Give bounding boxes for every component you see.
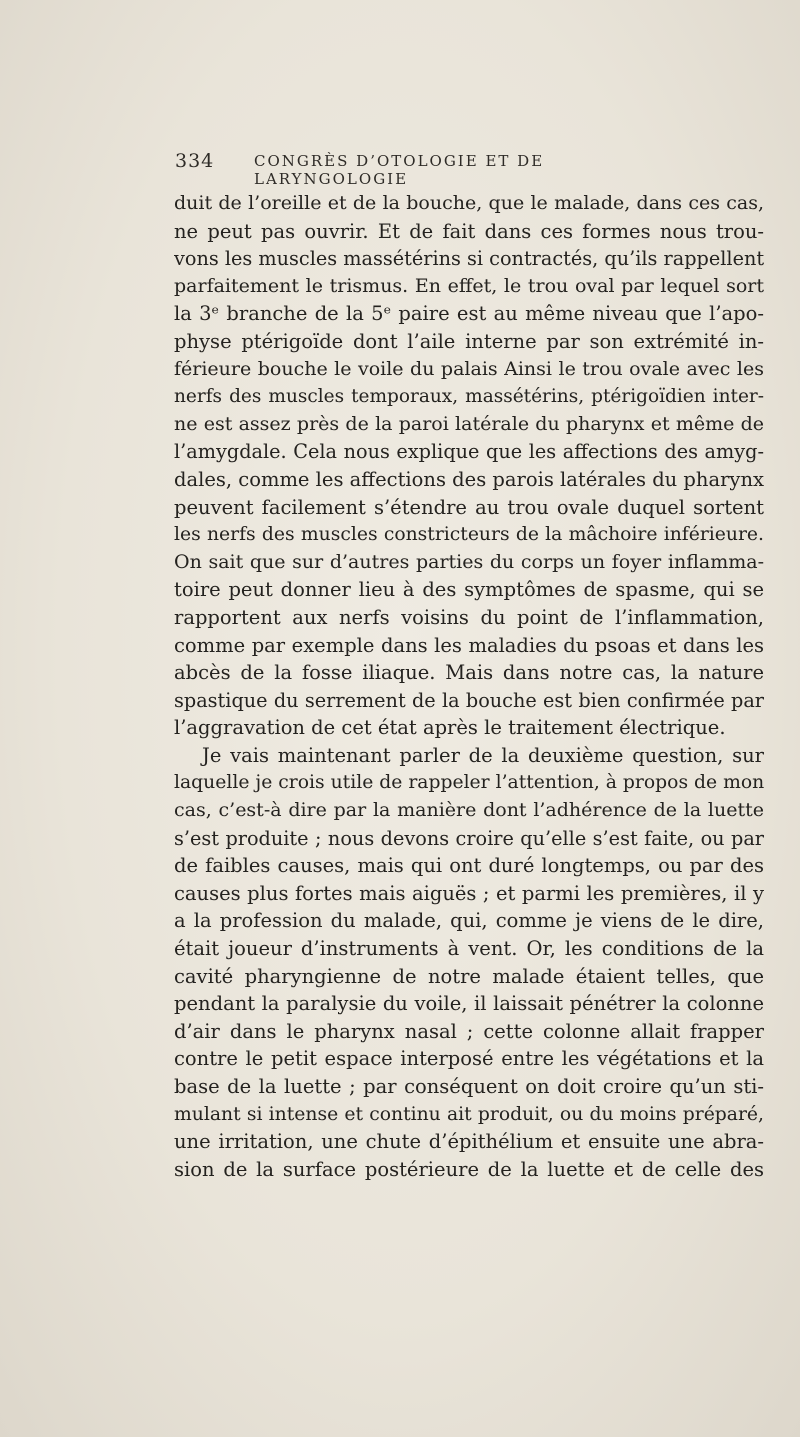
text-line: nerfs des muscles temporaux, massétérins, ptérigoïdien inter- [174,386,764,408]
text-line: une irritation, une chute d’épithélium et ensuite une abra- [174,1130,764,1154]
text-line: ne peut pas ouvrir. Et de fait dans ces formes nous trou- [174,219,764,243]
text-line: dales, comme les affections des parois latérales du pharynx [174,467,764,491]
text-line: les nerfs des muscles constricteurs de la mâchoire inférieure. [174,524,764,546]
running-title: CONGRÈS D’OTOLOGIE ET DE LARYNGOLOGIE [254,152,545,188]
text-line: laquelle je crois utile de rappeler l’attention, à propos de mon [174,772,764,794]
text-line: la 3ᵉ branche de la 5ᵉ paire est au même niveau que l’apo- [174,302,764,326]
text-line: pendant la paralysie du voile, il laissait pénétrer la colonne [174,992,764,1016]
text-line: rapportent aux nerfs voisins du point de l’inflammation, [174,605,764,629]
body-text [174,190,764,1183]
text-line: spastique du serrement de la bouche est bien confirmée par [174,688,764,712]
text-line: a la profession du malade, qui, comme je viens de le dire, [174,909,764,933]
text-line: base de la luette ; par conséquent on doit croire qu’un sti- [174,1075,764,1098]
text-line: ne est assez près de la paroi latérale du pharynx et même de [174,412,764,435]
text-line: physe ptérigoïde dont l’aile interne par son extrémité in- [174,329,764,353]
paragraph-start-line: Je vais maintenant parler de la deuxième question, sur [202,743,764,767]
text-line: l’amygdale. Cela nous explique que les affections des amyg- [174,440,764,464]
text-line: toire peut donner lieu à des symptômes de spasme, qui se [174,578,764,602]
text-line: d’air dans le pharynx nasal ; cette colonne allait frapper [174,1019,764,1043]
text-line: parfaitement le trismus. En effet, le trou oval par lequel sort [174,274,764,297]
text-line: cavité pharyngienne de notre malade étaient telles, que [174,964,764,988]
text-line: de faibles causes, mais qui ont duré longtemps, ou par des [174,854,764,878]
text-line: duit de l’oreille et de la bouche, que le malade, dans ces cas, [174,192,764,214]
text-line: peuvent facilement s’étendre au trou ovale duquel sortent [174,495,764,519]
text-line: cas, c’est-à dire par la manière dont l’adhérence de la luette [174,799,764,822]
paragraph-end-line: l’aggravation de cet état après le traitement électrique. [174,716,726,740]
text-line: On sait que sur d’autres parties du corps un foyer inflamma- [174,550,764,573]
text-line: s’est produite ; nous devons croire qu’elle s’est faite, ou par [174,826,764,850]
text-line: vons les muscles massétérins si contractés, qu’ils rappellent [174,247,764,271]
page-number: 334 [175,150,215,172]
text-line: sion de la surface postérieure de la luette et de celle des [174,1157,764,1181]
text-line: comme par exemple dans les maladies du psoas et dans les [174,633,764,657]
text-line: mulant si intense et continu ait produit, ou du moins préparé, [174,1103,764,1125]
text-line: abcès de la fosse iliaque. Mais dans notre cas, la nature [174,661,764,685]
text-line: était joueur d’instruments à vent. Or, les conditions de la [174,937,764,961]
text-line: causes plus fortes mais aiguës ; et parmi les premières, il y [174,881,764,905]
page-header [175,150,695,188]
text-line: contre le petit espace interposé entre les végétations et la [174,1047,764,1071]
text-line: férieure bouche le voile du palais Ainsi le trou ovale avec les [174,357,764,380]
